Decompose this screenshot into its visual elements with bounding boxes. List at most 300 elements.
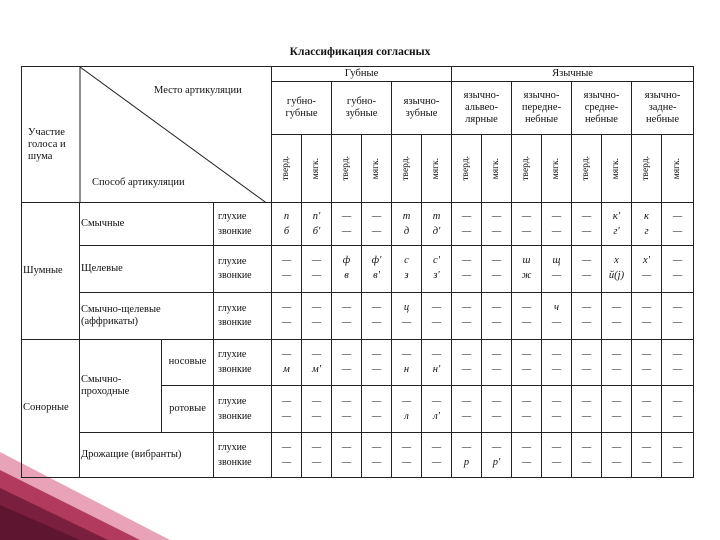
phoneme-cell [452,339,482,386]
row-nasal [22,339,694,386]
phoneme-cell [482,339,512,386]
consonant-classification-table [21,66,694,478]
voiced-phoneme: — [491,225,502,237]
voiced-phoneme: — [581,456,592,468]
voiceless-phoneme: — [431,302,442,314]
voiced-phoneme: й(j) [608,270,625,282]
voiced-phoneme: — [521,456,532,468]
voiceless-phoneme: — [672,395,683,407]
voiced-phoneme: р' [492,456,501,468]
voiced-phoneme: — [461,317,472,329]
soft-column-header [422,135,452,203]
phoneme-cell [452,245,482,292]
voiceless-phoneme: — [581,210,592,222]
phoneme-cell [362,245,392,292]
voiced-phoneme: — [371,410,382,422]
phoneme-cell [362,386,392,433]
voiced-phoneme: — [341,410,352,422]
voiced-phoneme: — [551,363,562,375]
soft-column-header [302,135,332,203]
voiceless-phoneme: — [672,348,683,360]
voiced-phoneme: — [461,410,472,422]
voiceless-phoneme: — [461,302,472,314]
phoneme-cell [302,386,332,433]
voiceless-phoneme: — [461,255,472,267]
voiced-phoneme: — [551,317,562,329]
phoneme-cell [602,245,632,292]
place-bilabial: губно-губные [272,81,332,134]
voiced-phoneme: — [461,225,472,237]
hard-column-header [452,135,482,203]
voiced-phoneme: — [641,363,652,375]
voiceless-phoneme: — [672,255,683,267]
voiceless-phoneme: — [461,441,472,453]
phoneme-cell [632,292,662,339]
voiced-phoneme: — [641,317,652,329]
voiced-phoneme: — [672,270,683,282]
voiced-phoneme: — [341,456,352,468]
voiceless-phoneme: — [311,441,322,453]
voiced-label: звонкие [218,225,252,237]
phoneme-cell [542,386,572,433]
phoneme-cell [632,203,662,246]
voiceless-phoneme: — [581,395,592,407]
phoneme-cell [332,245,362,292]
soft-label: мягк. [370,158,381,180]
voiceless-phoneme: — [431,441,442,453]
voiced-phoneme: — [551,456,562,468]
voice-participation-label: Участие голоса и шума [28,127,66,163]
voiceless-phoneme: — [461,348,472,360]
voiceless-phoneme: ч [553,302,559,314]
voiced-phoneme: — [581,317,592,329]
voiced-phoneme: д [403,225,410,237]
voiced-phoneme: — [311,270,322,282]
phoneme-cell [392,203,422,246]
hard-label: тверд. [580,156,591,182]
phoneme-cell [482,203,512,246]
voiceless-phoneme: — [521,441,532,453]
phoneme-cell [662,339,694,386]
voiced-phoneme: — [311,410,322,422]
phoneme-cell [482,433,512,478]
phoneme-cell [572,292,602,339]
hard-column-header [332,135,362,203]
phoneme-cell [662,245,694,292]
voiceless-phoneme: — [371,210,382,222]
phoneme-cell [482,386,512,433]
voiced-phoneme: — [551,410,562,422]
hard-column-header [392,135,422,203]
phoneme-cell [422,433,452,478]
voiced-label: звонкие [218,363,252,375]
phoneme-cell [542,339,572,386]
voiced-phoneme: в' [373,270,380,282]
phoneme-cell [482,245,512,292]
phoneme-cell [602,433,632,478]
voiced-phoneme: — [672,456,683,468]
phoneme-cell [542,203,572,246]
voiced-phoneme: — [431,317,442,329]
voiceless-phoneme: к [644,210,649,222]
voiceless-phoneme: — [341,441,352,453]
voiceless-phoneme: — [641,302,652,314]
phoneme-cell [572,433,602,478]
place-prepalatal: язычно-передне-небные [512,81,572,134]
voiced-phoneme: н' [432,363,441,375]
group-labial: Губные [272,67,452,82]
voiced-phoneme: — [281,317,292,329]
voiceless-phoneme: — [311,302,322,314]
voiced-phoneme: — [371,456,382,468]
phoneme-cell [422,339,452,386]
voiced-phoneme: — [551,270,562,282]
voiceless-phoneme: — [641,441,652,453]
voiced-phoneme: — [641,410,652,422]
place-mediopalatal: язычно-средне-небные [572,81,632,134]
voiceless-phoneme: — [521,348,532,360]
voiceless-phoneme: — [311,348,322,360]
voiceless-phoneme: — [611,395,622,407]
voiceless-phoneme: — [491,441,502,453]
sonority-sonorant: Сонорные [22,339,80,477]
phoneme-cell [452,203,482,246]
voiceless-phoneme: — [281,348,292,360]
voiced-label: звонкие [218,410,252,422]
voiced-phoneme: — [491,317,502,329]
phoneme-cell [332,339,362,386]
voiceless-phoneme: — [401,348,412,360]
voiceless-phoneme: — [491,210,502,222]
voiced-phoneme: — [461,363,472,375]
phoneme-cell [362,433,392,478]
voiceless-label: глухие [218,255,247,267]
soft-column-header [482,135,512,203]
phoneme-cell [512,203,542,246]
place-of-articulation-label: Место артикуляции [154,85,242,96]
voiced-phoneme: — [491,270,502,282]
phoneme-cell [662,386,694,433]
voiceless-phoneme: — [341,302,352,314]
hard-column-header [572,135,602,203]
voiceless-phoneme: — [611,302,622,314]
row-trills [22,433,694,478]
phoneme-cell [332,203,362,246]
phoneme-cell [452,433,482,478]
phoneme-cell [362,203,392,246]
voiced-phoneme: — [521,363,532,375]
voiced-phoneme: — [521,410,532,422]
voiceless-phoneme: т [402,210,411,222]
voiceless-phoneme: — [581,302,592,314]
hard-label: тверд. [460,156,471,182]
voiceless-phoneme: п [283,210,290,222]
consonant-table-container [21,66,693,478]
voiced-phoneme: м [283,363,290,375]
manner-of-articulation-label: Способ артикуляции [92,177,185,188]
row-fricatives [22,245,694,292]
sonority-noisy: Шумные [22,203,80,339]
voiced-phoneme: — [611,410,622,422]
voiceless-phoneme: — [672,441,683,453]
phoneme-cell [542,433,572,478]
phoneme-cell [512,433,542,478]
voiced-phoneme: з [404,270,409,282]
subtype-oral: ротовые [162,386,214,433]
voiced-phoneme: — [521,225,532,237]
voiceless-phoneme: ф' [371,255,382,267]
manner-trills: Дрожащие (вибранты) [80,433,214,478]
voiceless-phoneme: к' [612,210,621,222]
voiced-phoneme: — [581,225,592,237]
voiceless-phoneme: с' [433,255,440,267]
voiced-phoneme: — [672,363,683,375]
voiceless-label: глухие [218,442,247,454]
voiceless-phoneme: ш [522,255,531,267]
phoneme-cell [272,203,302,246]
voiceless-phoneme: — [371,441,382,453]
phoneme-cell [632,386,662,433]
place-labiodental: губно-зубные [332,81,392,134]
manner-approximant-stops: Смычно-проходные [80,339,162,433]
voiceless-phoneme: — [491,395,502,407]
phoneme-cell [422,245,452,292]
voiced-phoneme: — [311,317,322,329]
phoneme-cell [422,386,452,433]
soft-column-header [542,135,572,203]
phoneme-cell [602,292,632,339]
header-corner-cell [22,67,272,203]
voiced-phoneme: н [403,363,410,375]
voiced-phoneme: — [341,317,352,329]
hard-label: тверд. [340,156,351,182]
phoneme-cell [572,339,602,386]
voiced-phoneme: ж [521,270,532,282]
phoneme-cell [302,292,332,339]
phoneme-cell [272,292,302,339]
phoneme-cell [362,339,392,386]
voiceless-phoneme: — [281,255,292,267]
phoneme-cell [392,339,422,386]
row-stops [22,203,694,246]
manner-fricatives: Щелевые [80,245,214,292]
phoneme-cell [512,339,542,386]
voiced-phoneme: — [461,270,472,282]
place-dental: язычно-зубные [392,81,452,134]
voiceless-phoneme: — [581,348,592,360]
phoneme-cell [392,245,422,292]
voiced-label: звонкие [218,317,252,329]
voiceless-phoneme: — [281,395,292,407]
voiceless-phoneme: — [371,302,382,314]
voiced-phoneme: — [341,363,352,375]
voiced-phoneme: — [672,317,683,329]
voiced-phoneme: — [281,410,292,422]
voiced-phoneme: — [672,410,683,422]
voiceless-phoneme: — [461,395,472,407]
voiced-phoneme: — [401,317,412,329]
voiceless-phoneme: — [371,395,382,407]
voiced-phoneme: — [581,410,592,422]
voiced-phoneme: з' [433,270,440,282]
phoneme-cell [602,339,632,386]
voiced-phoneme: — [401,456,412,468]
voiced-phoneme: — [311,456,322,468]
phoneme-cell [302,339,332,386]
hard-label: тверд. [280,156,291,182]
voiceless-phoneme: — [461,210,472,222]
voicing-cell [214,339,272,386]
page-title: Классификация согласных [289,46,431,58]
phoneme-cell [392,386,422,433]
voiced-phoneme: — [551,225,562,237]
row-affricates [22,292,694,339]
soft-label: мягк. [490,158,501,180]
voiceless-label: глухие [218,349,247,361]
phoneme-cell [662,292,694,339]
voiceless-phoneme: — [521,395,532,407]
header-row-groups [22,67,694,82]
phoneme-cell [572,203,602,246]
voiceless-phoneme: — [551,441,562,453]
voiced-phoneme: — [491,363,502,375]
voicing-cell [214,245,272,292]
voiced-phoneme: л' [433,410,440,422]
voiceless-phoneme: щ [552,255,561,267]
voiceless-phoneme: — [672,302,683,314]
phoneme-cell [362,292,392,339]
soft-label: мягк. [610,158,621,180]
manner-stops: Смычные [80,203,214,246]
phoneme-cell [272,339,302,386]
voiceless-phoneme: — [672,210,683,222]
phoneme-cell [332,386,362,433]
voiceless-phoneme: — [551,395,562,407]
phoneme-cell [452,292,482,339]
soft-column-header [602,135,632,203]
soft-label: мягк. [671,158,682,180]
hard-column-header [272,135,302,203]
phoneme-cell [392,292,422,339]
voiceless-phoneme: — [341,210,352,222]
hard-column-header [632,135,662,203]
phoneme-cell [512,386,542,433]
voiceless-phoneme: — [311,395,322,407]
voiceless-phoneme: с [404,255,409,267]
voiced-phoneme: — [611,317,622,329]
voiced-phoneme: м' [312,363,321,375]
voiced-phoneme: — [431,456,442,468]
phoneme-cell [332,292,362,339]
voiceless-phoneme: — [431,348,442,360]
soft-label: мягк. [310,158,321,180]
voiceless-phoneme: — [641,395,652,407]
voiced-phoneme: г [644,225,649,237]
voiced-phoneme: д' [432,225,441,237]
voiceless-phoneme: — [401,441,412,453]
voiced-phoneme: — [341,225,352,237]
voiced-phoneme: — [641,456,652,468]
voiced-phoneme: — [281,270,292,282]
voiced-phoneme: — [491,410,502,422]
voiceless-phoneme: — [521,210,532,222]
voiceless-phoneme: — [281,302,292,314]
phoneme-cell [572,386,602,433]
voiced-phoneme: — [611,363,622,375]
voiceless-phoneme: — [611,441,622,453]
hard-label: тверд. [520,156,531,182]
voiced-phoneme: б' [312,225,321,237]
voiceless-phoneme: — [491,348,502,360]
phoneme-cell [662,433,694,478]
voiced-phoneme: — [581,363,592,375]
hard-label: тверд. [640,156,651,182]
phoneme-cell [632,339,662,386]
phoneme-cell [572,245,602,292]
voiceless-phoneme: — [491,302,502,314]
phoneme-cell [302,203,332,246]
voiceless-phoneme: — [491,255,502,267]
phoneme-cell [662,203,694,246]
phoneme-cell [422,203,452,246]
voicing-cell [214,292,272,339]
phoneme-cell [542,245,572,292]
voiced-phoneme: р [463,456,470,468]
voiceless-phoneme: — [281,441,292,453]
voiceless-label: глухие [218,302,247,314]
phoneme-cell [302,245,332,292]
phoneme-cell [392,433,422,478]
voiceless-phoneme: ф [342,255,351,267]
place-alveolar: язычно-альвео-лярные [452,81,512,134]
voiced-label: звонкие [218,270,252,282]
voiced-phoneme: — [371,225,382,237]
voiceless-phoneme: — [521,302,532,314]
soft-column-header [662,135,694,203]
phoneme-cell [632,433,662,478]
voicing-cell [214,386,272,433]
voiceless-phoneme: — [581,255,592,267]
phoneme-cell [602,203,632,246]
subtype-nasal: носовые [162,339,214,386]
voiceless-phoneme: — [581,441,592,453]
voiced-phoneme: — [281,456,292,468]
voiceless-phoneme: — [431,395,442,407]
voiceless-phoneme: х [614,255,619,267]
voiced-label: звонкие [218,456,252,468]
voiceless-phoneme: — [551,348,562,360]
voiced-phoneme: л [404,410,409,422]
voiceless-phoneme: — [371,348,382,360]
voiced-phoneme: — [371,363,382,375]
voiced-phoneme: — [641,270,652,282]
voiceless-phoneme: т [432,210,441,222]
phoneme-cell [542,292,572,339]
voiced-phoneme: г' [613,225,620,237]
voiced-phoneme: — [611,456,622,468]
voiceless-phoneme: п' [312,210,321,222]
phoneme-cell [332,433,362,478]
hard-label: тверд. [400,156,411,182]
phoneme-cell [422,292,452,339]
phoneme-cell [272,245,302,292]
voiced-phoneme: — [581,270,592,282]
voicing-cell [214,203,272,246]
voiceless-phoneme: — [311,255,322,267]
voiced-phoneme: — [672,225,683,237]
voiceless-label: глухие [218,396,247,408]
voicing-cell [214,433,272,478]
